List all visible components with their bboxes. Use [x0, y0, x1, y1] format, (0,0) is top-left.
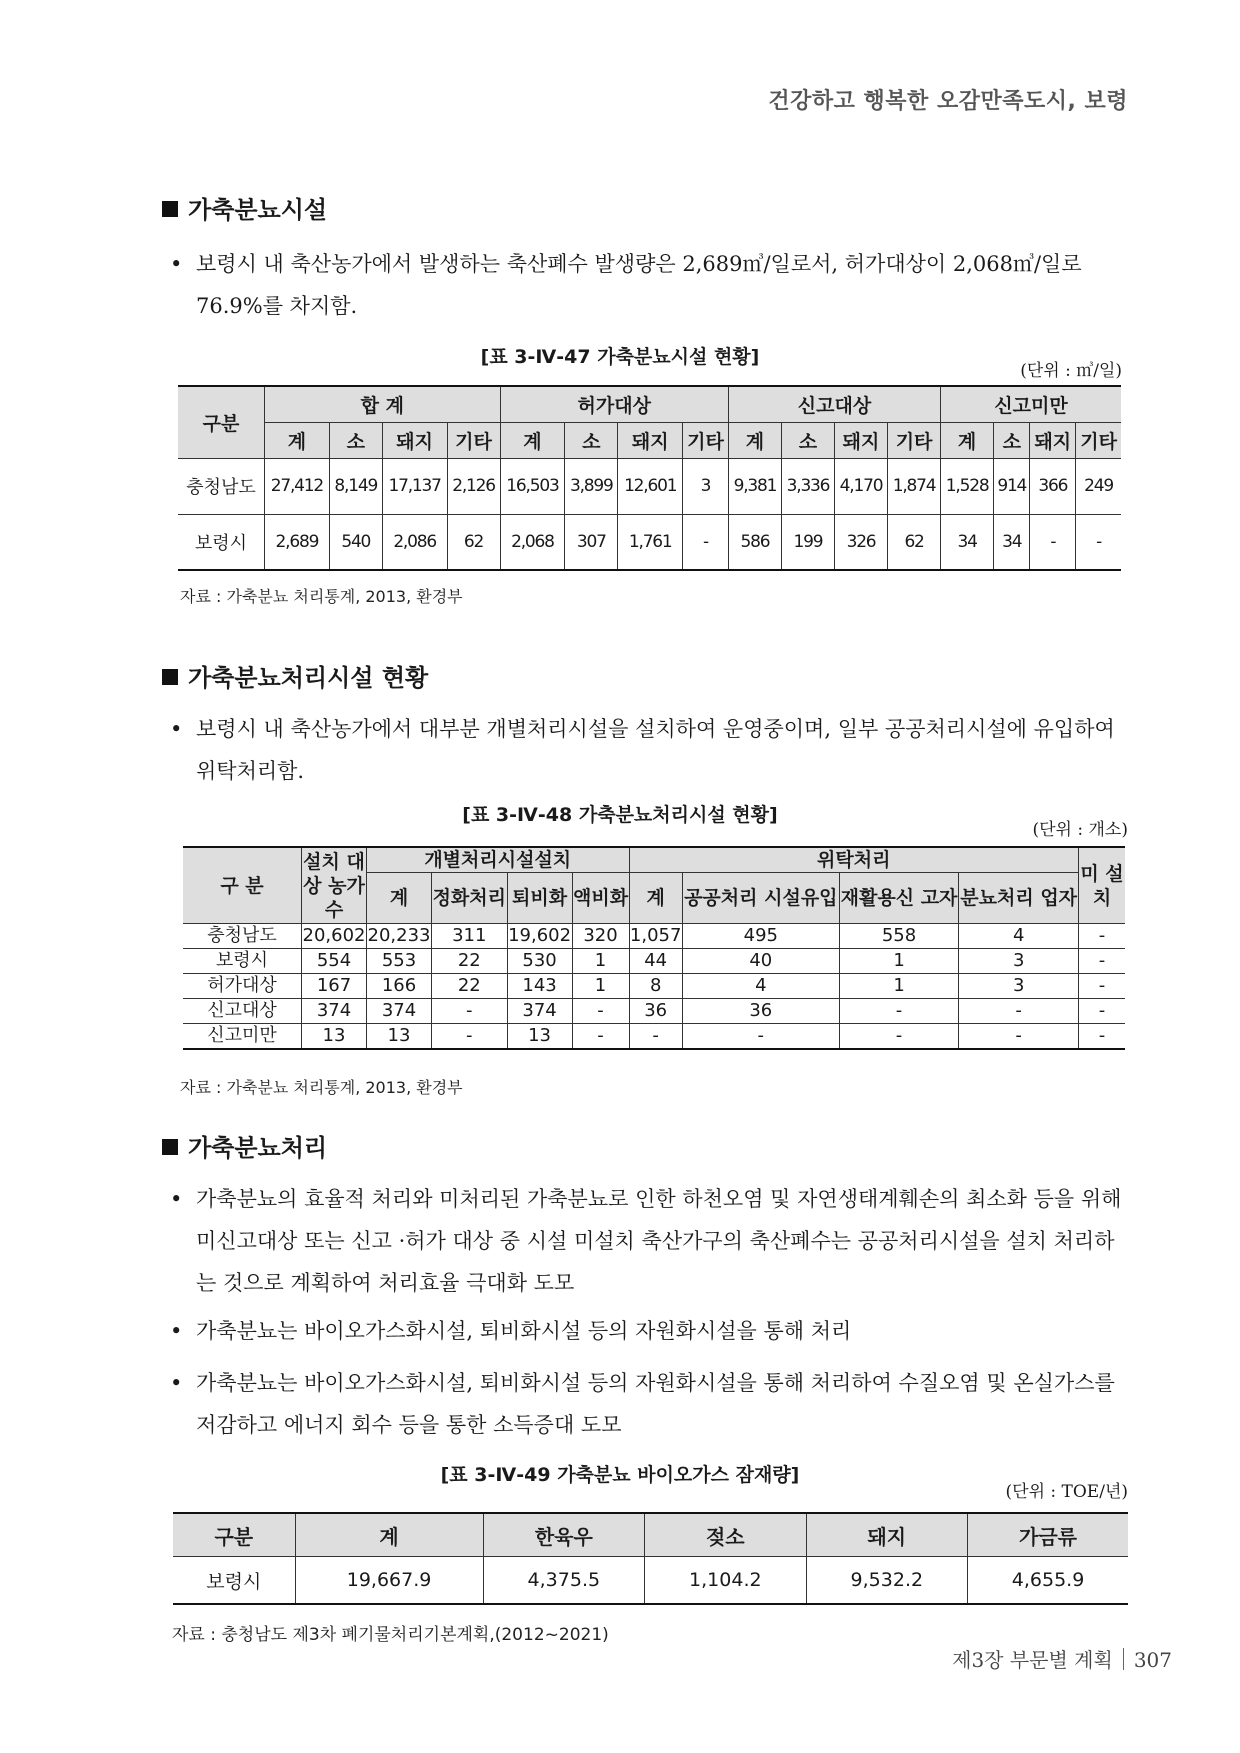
header-cell: 돼지	[806, 1513, 968, 1557]
table-cell: 326	[834, 514, 887, 570]
bullet-paragraph: • 가축분뇨는 바이오가스화시설, 퇴비화시설 등의 자원화시설을 통해 처리	[170, 1319, 852, 1343]
header-group: 허가대상	[500, 386, 728, 422]
table-cell: 2,068	[500, 514, 565, 570]
table-cell: -	[959, 1024, 1079, 1050]
table-unit: (단위 : 개소)	[1032, 820, 1128, 840]
table-cell: 366	[1030, 458, 1076, 514]
row-label: 충청남도	[183, 924, 302, 949]
table-row	[173, 1557, 1128, 1605]
table-cell: 16,503	[500, 458, 565, 514]
table-source: 자료 : 가축분뇨 처리통계, 2013, 환경부	[180, 587, 463, 606]
header-group: 합 계	[265, 386, 501, 422]
header-cell: 구분	[178, 386, 265, 458]
table-cell: 2,086	[382, 514, 447, 570]
header-cell: 계	[728, 422, 781, 458]
header-cell: 계	[265, 422, 330, 458]
table-row	[183, 924, 1125, 949]
header-cell: 계	[367, 873, 432, 924]
chapter-label: 제3장 부문별 계획	[952, 1648, 1113, 1672]
table-cell: 8,149	[329, 458, 382, 514]
table-row	[183, 1024, 1125, 1050]
table-cell: 530	[507, 949, 572, 974]
table-cell: 62	[447, 514, 500, 570]
header-cell: 구분	[173, 1513, 295, 1557]
table-cell: 374	[507, 999, 572, 1024]
table-cell: 320	[572, 924, 629, 949]
table-cell: 1	[839, 974, 959, 999]
section-title-livestock-facility: 가축분뇨시설	[162, 190, 327, 225]
header-cell: 돼지	[618, 422, 683, 458]
header-cell: 소	[994, 422, 1030, 458]
table-cell: 19,667.9	[295, 1557, 483, 1605]
table-cell: 914	[994, 458, 1030, 514]
running-header: 건강하고 행복한 오감만족도시, 보령	[768, 89, 1128, 114]
table-cell: -	[1079, 949, 1126, 974]
header-cell: 기타	[447, 422, 500, 458]
section-title-livestock-treatment: 가축분뇨처리	[162, 1128, 327, 1163]
table-cell: 3	[959, 974, 1079, 999]
table-cell: -	[682, 1024, 839, 1050]
table-cell: 4,655.9	[968, 1557, 1128, 1605]
table-caption: [표 3-Ⅳ-48 가축분뇨처리시설 현황]	[462, 804, 778, 826]
bullet-paragraph: • 보령시 내 축산농가에서 발생하는 축산폐수 발생량은 2,689㎥/일로서, 허가대상이 2,068㎥/일로 76.9%를 차지함.	[170, 252, 1082, 318]
header-cell: 미 설 치	[1079, 847, 1126, 924]
divider	[1123, 1648, 1124, 1670]
bullet-paragraph: • 가축분뇨의 효율적 처리와 미처리된 가축분뇨로 인한 하천오염 및 자연생태계훼손의 최소화 등을 위해 미신고대상 또는 신고 ·허가 대상 중 시설 미설치 축산가구의 축산폐수는 공공처리시설을 설치 처리하는 것으로 계획하여 처리효율 극대화 도모	[170, 1187, 1122, 1295]
table-cell: -	[572, 1024, 629, 1050]
table-cell: -	[1079, 999, 1126, 1024]
header-cell: 한육우	[483, 1513, 645, 1557]
table-cell: 20,602	[302, 924, 367, 949]
table-cell: 27,412	[265, 458, 330, 514]
biogas-potential-table	[173, 1512, 1128, 1605]
table-cell: 558	[839, 924, 959, 949]
table-cell: -	[1079, 974, 1126, 999]
header-cell: 분뇨처리 업자	[959, 873, 1079, 924]
table-row	[183, 974, 1125, 999]
row-label: 충청남도	[178, 458, 265, 514]
header-cell: 계	[500, 422, 565, 458]
table-cell: 586	[728, 514, 781, 570]
table-cell: 22	[431, 974, 507, 999]
table-cell: 17,137	[382, 458, 447, 514]
table-cell: 9,532.2	[806, 1557, 968, 1605]
table-cell: 13	[302, 1024, 367, 1050]
treatment-facility-table	[183, 846, 1125, 1050]
table-unit: (단위 : TOE/년)	[1005, 1482, 1128, 1502]
table-cell: 34	[941, 514, 994, 570]
table-cell: 19,602	[507, 924, 572, 949]
table-cell: 540	[329, 514, 382, 570]
table-row	[183, 999, 1125, 1024]
table-cell: -	[683, 514, 729, 570]
table-cell: 4	[959, 924, 1079, 949]
table-cell: -	[1030, 514, 1076, 570]
header-cell: 가금류	[968, 1513, 1128, 1557]
header-cell: 소	[781, 422, 834, 458]
table-cell: -	[959, 999, 1079, 1024]
row-label: 신고미만	[183, 1024, 302, 1050]
table-cell: 62	[888, 514, 941, 570]
table-cell: -	[572, 999, 629, 1024]
table-cell: 3	[683, 458, 729, 514]
table-cell: 9,381	[728, 458, 781, 514]
table-cell: -	[629, 1024, 682, 1050]
table-source: 자료 : 가축분뇨 처리통계, 2013, 환경부	[180, 1078, 463, 1097]
header-cell: 젖소	[645, 1513, 807, 1557]
header-cell: 재활용신 고자	[839, 873, 959, 924]
header-group: 신고미만	[941, 386, 1121, 422]
header-group: 신고대상	[728, 386, 940, 422]
square-bullet-icon	[162, 669, 178, 685]
table-cell: 199	[781, 514, 834, 570]
table-row	[183, 949, 1125, 974]
table-cell: 3,899	[565, 458, 618, 514]
livestock-facility-table	[178, 385, 1121, 571]
table-cell: 12,601	[618, 458, 683, 514]
table-cell: 1,104.2	[645, 1557, 807, 1605]
table-cell: 167	[302, 974, 367, 999]
table-cell: 44	[629, 949, 682, 974]
header-cell: 기타	[683, 422, 729, 458]
table-cell: 1,057	[629, 924, 682, 949]
table-caption: [표 3-Ⅳ-47 가축분뇨시설 현황]	[480, 346, 760, 368]
header-cell: 돼지	[382, 422, 447, 458]
table-cell: 3,336	[781, 458, 834, 514]
table-cell: 374	[302, 999, 367, 1024]
table-row	[178, 514, 1121, 570]
table-cell: 166	[367, 974, 432, 999]
row-label: 보령시	[183, 949, 302, 974]
table-cell: 1	[572, 974, 629, 999]
page-footer	[952, 1644, 1172, 1673]
table-cell: 2,689	[265, 514, 330, 570]
table-cell: 3	[959, 949, 1079, 974]
header-cell: 정화처리	[431, 873, 507, 924]
header-cell: 퇴비화	[507, 873, 572, 924]
table-cell: 553	[367, 949, 432, 974]
header-cell: 돼지	[834, 422, 887, 458]
table-cell: -	[1076, 514, 1121, 570]
table-cell: 4,170	[834, 458, 887, 514]
square-bullet-icon	[162, 1139, 178, 1155]
header-cell: 액비화	[572, 873, 629, 924]
table-cell: 1,761	[618, 514, 683, 570]
table-cell: 13	[367, 1024, 432, 1050]
table-cell: -	[431, 1024, 507, 1050]
table-cell: 36	[629, 999, 682, 1024]
table-cell: 4	[682, 974, 839, 999]
table-cell: -	[1079, 1024, 1126, 1050]
bullet-paragraph: • 가축분뇨는 바이오가스화시설, 퇴비화시설 등의 자원화시설을 통해 처리하여 수질오염 및 온실가스를 저감하고 에너지 회수 등을 통한 소득증대 도모	[170, 1371, 1115, 1437]
table-cell: 1,528	[941, 458, 994, 514]
table-cell: 554	[302, 949, 367, 974]
square-bullet-icon	[162, 201, 178, 217]
table-caption: [표 3-Ⅳ-49 가축분뇨 바이오가스 잠재량]	[440, 1464, 800, 1486]
header-group: 위탁처리	[629, 847, 1079, 873]
row-label: 신고대상	[183, 999, 302, 1024]
bullet-paragraph: • 보령시 내 축산농가에서 대부분 개별처리시설을 설치하여 운영중이며, 일부 공공처리시설에 유입하여 위탁처리함.	[170, 717, 1115, 783]
header-cell: 공공처리 시설유입	[682, 873, 839, 924]
header-cell: 기타	[888, 422, 941, 458]
table-source: 자료 : 충청남도 제3차 폐기물처리기본계획,(2012~2021)	[172, 1625, 609, 1645]
table-cell: -	[1079, 924, 1126, 949]
table-cell: -	[839, 1024, 959, 1050]
header-cell: 계	[941, 422, 994, 458]
table-cell: 13	[507, 1024, 572, 1050]
table-cell: 20,233	[367, 924, 432, 949]
section-title-treatment-facility: 가축분뇨처리시설 현황	[162, 658, 428, 693]
header-cell: 돼지	[1030, 422, 1076, 458]
table-cell: 311	[431, 924, 507, 949]
table-cell: 1	[839, 949, 959, 974]
table-cell: 374	[367, 999, 432, 1024]
table-cell: 307	[565, 514, 618, 570]
header-cell: 계	[295, 1513, 483, 1557]
table-cell: 249	[1076, 458, 1121, 514]
row-label: 보령시	[173, 1557, 295, 1605]
header-cell: 계	[629, 873, 682, 924]
table-cell: 8	[629, 974, 682, 999]
table-row	[178, 458, 1121, 514]
table-cell: -	[431, 999, 507, 1024]
header-cell: 소	[329, 422, 382, 458]
table-cell: 1	[572, 949, 629, 974]
table-cell: 4,375.5	[483, 1557, 645, 1605]
row-label: 허가대상	[183, 974, 302, 999]
table-cell: 36	[682, 999, 839, 1024]
header-cell: 설치 대상 농가수	[302, 847, 367, 924]
header-group: 개별처리시설설치	[367, 847, 630, 873]
table-cell: 143	[507, 974, 572, 999]
table-cell: 34	[994, 514, 1030, 570]
table-cell: -	[839, 999, 959, 1024]
table-cell: 40	[682, 949, 839, 974]
table-unit: (단위 : ㎥/일)	[1020, 361, 1122, 381]
header-cell: 구 분	[183, 847, 302, 924]
page-number: 307	[1133, 1648, 1172, 1672]
row-label: 보령시	[178, 514, 265, 570]
table-cell: 2,126	[447, 458, 500, 514]
header-cell: 기타	[1076, 422, 1121, 458]
header-cell: 소	[565, 422, 618, 458]
table-cell: 1,874	[888, 458, 941, 514]
table-cell: 22	[431, 949, 507, 974]
table-cell: 495	[682, 924, 839, 949]
